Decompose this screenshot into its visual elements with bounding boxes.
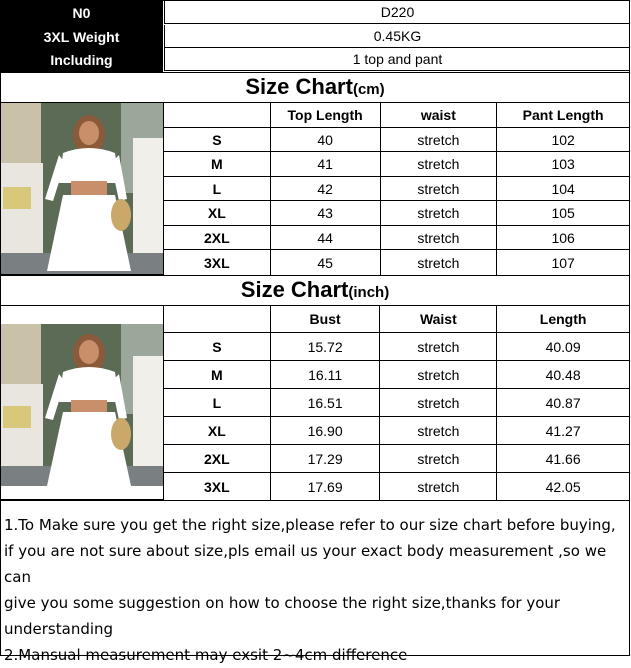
- product-photo-cm: [0, 102, 164, 275]
- table-row: [164, 201, 630, 226]
- size-label: XL: [164, 201, 271, 226]
- table-cell: stretch: [380, 333, 497, 361]
- table-cell: 17.69: [270, 473, 380, 501]
- table-cell: 40.48: [497, 361, 630, 389]
- note-line: give you some suggestion on how to choose the right size,thanks for your: [4, 594, 561, 612]
- size-chart-inch-title: [0, 275, 630, 305]
- size-label: 2XL: [164, 445, 271, 473]
- table-row: [164, 389, 630, 417]
- table-cell: 41.66: [497, 445, 630, 473]
- size-chart-inch-title-text: Size Chart: [240, 277, 349, 302]
- column-header: Length: [497, 306, 630, 333]
- table-row: [164, 445, 630, 473]
- size-label: M: [164, 361, 271, 389]
- table-cell: 16.90: [270, 417, 380, 445]
- product-info-header: [0, 0, 630, 72]
- size-chart-cm-title-text: Size Chart: [245, 74, 353, 99]
- column-header: Waist: [380, 306, 497, 333]
- table-cell: 42: [270, 177, 380, 201]
- table-cell: stretch: [380, 389, 497, 417]
- size-label: XL: [164, 417, 271, 445]
- size-label: L: [164, 389, 271, 417]
- size-table-cm: [163, 102, 630, 276]
- note-line: 2.Mansual measurement may exsit 2~4cm difference: [4, 646, 408, 664]
- including-value: 1 top and pant: [164, 48, 630, 71]
- column-header: Pant Length: [497, 103, 630, 128]
- size-label: L: [164, 177, 271, 201]
- table-cell: 15.72: [270, 333, 380, 361]
- table-cell: stretch: [380, 361, 497, 389]
- model-photo-illustration: [1, 103, 163, 274]
- table-row: [164, 361, 630, 389]
- size-label: 2XL: [164, 226, 271, 250]
- table-row: [164, 473, 630, 501]
- weight-row: [0, 25, 630, 49]
- table-cell: 16.11: [270, 361, 380, 389]
- model-photo-illustration: [1, 306, 163, 499]
- size-label: 3XL: [164, 473, 271, 501]
- table-cell: stretch: [380, 250, 497, 276]
- table-cell: stretch: [380, 152, 497, 177]
- table-row: [164, 333, 630, 361]
- table-row: [164, 177, 630, 201]
- table-cell: stretch: [380, 201, 497, 226]
- table-cell: 40.09: [497, 333, 630, 361]
- size-chart-inch-unit: (inch): [348, 284, 390, 301]
- note-line: 1.To Make sure you get the right size,please refer to our size chart before buying,: [4, 516, 616, 534]
- table-cell: 40: [270, 128, 380, 152]
- table-row: [164, 226, 630, 250]
- table-header-cell: [164, 103, 271, 128]
- table-cell: 107: [497, 250, 630, 276]
- table-row: [164, 128, 630, 152]
- size-label: S: [164, 333, 271, 361]
- table-cell: 44: [270, 226, 380, 250]
- table-cell: stretch: [380, 226, 497, 250]
- table-cell: stretch: [380, 473, 497, 501]
- table-cell: 16.51: [270, 389, 380, 417]
- column-header: Top Length: [270, 103, 380, 128]
- table-cell: 41: [270, 152, 380, 177]
- table-cell: stretch: [380, 445, 497, 473]
- column-header: waist: [380, 103, 497, 128]
- table-row: [164, 152, 630, 177]
- size-chart-cm-title: [0, 72, 630, 102]
- size-chart-cm-unit: (cm): [352, 81, 385, 98]
- table-cell: stretch: [380, 128, 497, 152]
- size-label: S: [164, 128, 271, 152]
- table-cell: 103: [497, 152, 630, 177]
- including-label: Including: [0, 48, 163, 72]
- table-cell: 106: [497, 226, 630, 250]
- table-header-cell: [164, 306, 271, 333]
- note-line: if you are not sure about size,pls email us your exact body measurement ,so we can: [4, 542, 607, 586]
- table-row: [164, 417, 630, 445]
- table-cell: 102: [497, 128, 630, 152]
- table-header-row: [164, 103, 630, 128]
- table-cell: 42.05: [497, 473, 630, 501]
- table-cell: stretch: [380, 177, 497, 201]
- table-header-row: [164, 306, 630, 333]
- size-label: M: [164, 152, 271, 177]
- product-number-value: D220: [164, 1, 630, 24]
- table-cell: 45: [270, 250, 380, 276]
- product-photo-inch: [0, 305, 164, 500]
- table-row: [164, 250, 630, 276]
- product-number-row: [0, 1, 630, 25]
- table-cell: 105: [497, 201, 630, 226]
- table-cell: 17.29: [270, 445, 380, 473]
- table-cell: stretch: [380, 417, 497, 445]
- divider: [0, 500, 630, 501]
- note-line: understanding: [4, 620, 114, 638]
- size-notes: [4, 512, 626, 668]
- table-cell: 104: [497, 177, 630, 201]
- product-number-label: N0: [0, 1, 163, 25]
- weight-value: 0.45KG: [164, 25, 630, 48]
- weight-label: 3XL Weight: [0, 25, 163, 49]
- table-cell: 41.27: [497, 417, 630, 445]
- size-table-inch: [163, 305, 630, 501]
- table-cell: 40.87: [497, 389, 630, 417]
- table-cell: 43: [270, 201, 380, 226]
- including-row: [0, 48, 630, 72]
- size-label: 3XL: [164, 250, 271, 276]
- column-header: Bust: [270, 306, 380, 333]
